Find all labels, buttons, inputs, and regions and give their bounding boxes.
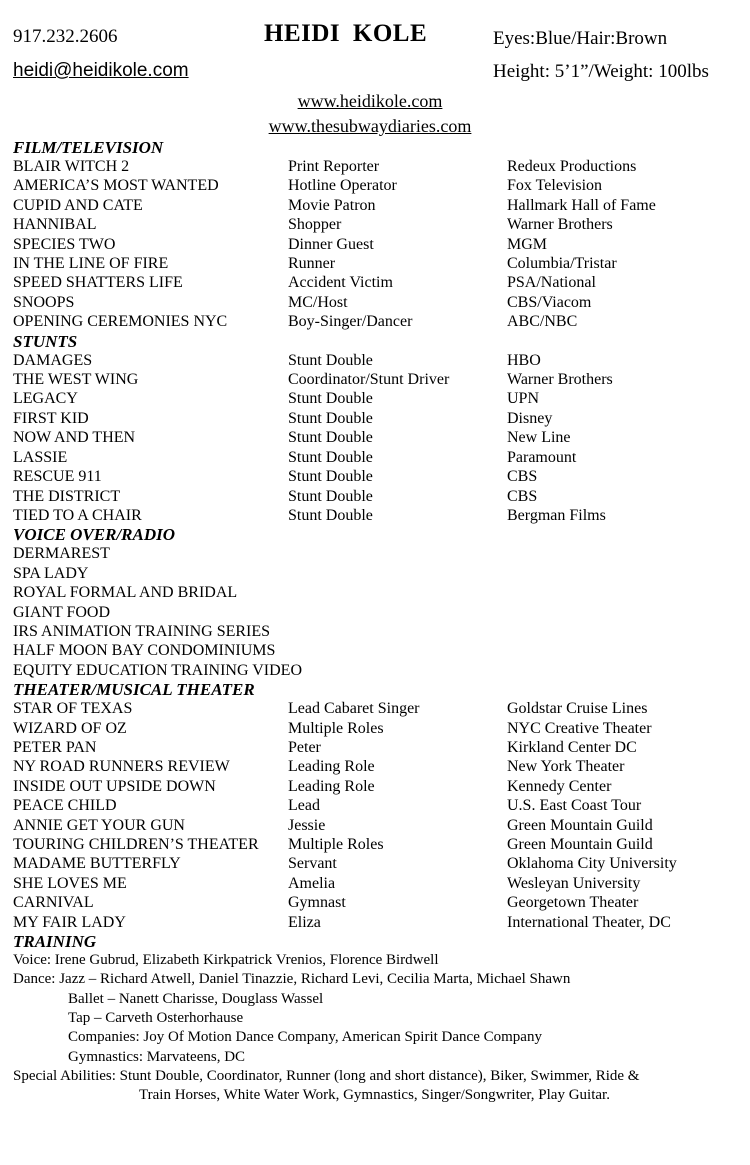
credit-title: NY ROAD RUNNERS REVIEW xyxy=(13,758,230,776)
credit-company: Wesleyan University xyxy=(507,874,641,892)
credit-role: Accident Victim xyxy=(288,274,393,292)
credit-role: Leading Role xyxy=(288,777,375,795)
credit-role: Servant xyxy=(288,855,337,873)
credit-company: HBO xyxy=(507,351,541,369)
credit-role: MC/Host xyxy=(288,293,348,311)
voice-section xyxy=(13,525,743,680)
credit-role: Eliza xyxy=(288,913,321,931)
credit-title: TOURING CHILDREN’S THEATER xyxy=(13,836,259,853)
credit-row xyxy=(13,893,743,912)
credit-company: New York Theater xyxy=(507,758,625,776)
credit-row xyxy=(13,428,743,447)
credit-title: FIRST KID xyxy=(13,409,89,427)
voice-section-title: VOICE OVER/RADIO xyxy=(13,525,176,545)
theater-credits xyxy=(13,699,743,932)
credit-title: HANNIBAL xyxy=(13,216,97,234)
credit-row xyxy=(13,487,743,506)
credit-title: TIED TO A CHAIR xyxy=(13,506,142,524)
credit-title: SHE LOVES ME xyxy=(13,874,127,892)
credit-row xyxy=(13,312,743,331)
voice-credits xyxy=(13,544,743,680)
credit-company: MGM xyxy=(507,235,548,253)
voice-credit: EQUITY EDUCATION TRAINING VIDEO xyxy=(13,661,302,679)
credit-row xyxy=(13,196,743,215)
training-line: Ballet – Nanett Charisse, Douglass Wassel xyxy=(68,990,324,1007)
credit-title: PEACE CHILD xyxy=(13,797,117,815)
credit-company: Green Mountain Guild xyxy=(507,836,653,853)
credit-company: ABC/NBC xyxy=(507,313,578,331)
voice-credit: DERMAREST xyxy=(13,545,110,563)
film-section-title: FILM/TELEVISION xyxy=(13,138,164,157)
credit-role: Lead xyxy=(288,797,320,815)
credit-company: Green Mountain Guild xyxy=(507,816,653,834)
training-section-title: TRAINING xyxy=(13,932,97,952)
credit-title: OPENING CEREMONIES NYC xyxy=(13,313,228,331)
credit-company: Columbia/Tristar xyxy=(507,255,617,273)
credit-role: Multiple Roles xyxy=(288,836,384,853)
credit-role: Multiple Roles xyxy=(288,719,384,737)
credit-role: Amelia xyxy=(288,874,336,892)
height-weight: Height: 5’1”/Weight: 100lbs xyxy=(493,61,709,82)
credit-title: INSIDE OUT UPSIDE DOWN xyxy=(13,777,216,795)
credit-row xyxy=(13,913,743,932)
credit-role: Stunt Double xyxy=(288,351,373,369)
credit-row xyxy=(13,273,743,292)
credit-role: Jessie xyxy=(288,816,326,834)
credit-company: U.S. East Coast Tour xyxy=(507,797,642,815)
credit-title: LEGACY xyxy=(13,390,78,408)
credit-title: STAR OF TEXAS xyxy=(13,700,133,718)
credit-role: Gymnast xyxy=(288,894,346,912)
credit-company: Bergman Films xyxy=(507,506,606,524)
credit-role: Movie Patron xyxy=(288,196,376,214)
credit-row xyxy=(13,738,743,757)
credit-row xyxy=(13,854,743,873)
credit-company: Goldstar Cruise Lines xyxy=(507,700,648,718)
voice-credit: SPA LADY xyxy=(13,564,89,582)
credit-role: Coordinator/Stunt Driver xyxy=(288,371,450,389)
credit-row xyxy=(13,409,743,428)
voice-credit: ROYAL FORMAL AND BRIDAL xyxy=(13,584,238,602)
website-link-heidikole[interactable]: www.heidikole.com xyxy=(297,91,443,111)
credit-row xyxy=(13,777,743,796)
credit-title: DAMAGES xyxy=(13,351,93,369)
credit-row xyxy=(13,370,743,389)
theater-section-title: THEATER/MUSICAL THEATER xyxy=(13,680,255,700)
film-credits xyxy=(13,157,743,332)
credit-row xyxy=(13,874,743,893)
credit-row xyxy=(13,699,743,718)
credit-title: WIZARD OF OZ xyxy=(13,719,127,737)
training-line: Voice: Irene Gubrud, Elizabeth Kirkpatrick Vrenios, Florence Birdwell xyxy=(13,952,439,969)
credit-title: SNOOPS xyxy=(13,293,75,311)
credit-role: Peter xyxy=(288,738,321,756)
credit-row xyxy=(13,157,743,176)
credit-role: Stunt Double xyxy=(288,390,373,408)
credit-company: Oklahoma City University xyxy=(507,855,677,873)
credit-company: CBS xyxy=(507,468,538,486)
eyes-hair: Eyes:Blue/Hair:Brown xyxy=(493,28,668,49)
credit-title: RESCUE 911 xyxy=(13,468,102,486)
credit-title: THE DISTRICT xyxy=(13,487,121,505)
credit-row xyxy=(13,235,743,254)
actor-name: HEIDI KOLE xyxy=(264,20,428,47)
credit-row xyxy=(13,351,743,370)
resume-body xyxy=(13,138,743,1105)
credit-company: NYC Creative Theater xyxy=(507,719,652,737)
credit-row xyxy=(13,215,743,234)
credit-role: Stunt Double xyxy=(288,487,373,505)
credit-role: Stunt Double xyxy=(288,429,373,447)
training-line: Companies: Joy Of Motion Dance Company, American Spirit Dance Company xyxy=(68,1029,542,1046)
stunt-credits xyxy=(13,351,743,526)
credit-row xyxy=(13,448,743,467)
email-link[interactable]: heidi@heidikole.com xyxy=(13,60,189,81)
theater-section xyxy=(13,680,743,932)
credit-role: Dinner Guest xyxy=(288,235,374,253)
credit-company: Warner Brothers xyxy=(507,216,613,234)
credit-company: New Line xyxy=(507,429,571,447)
credit-company: CBS/Viacom xyxy=(507,293,592,311)
credit-company: Kirkland Center DC xyxy=(507,738,637,756)
credit-role: Stunt Double xyxy=(288,506,373,524)
voice-credit: HALF MOON BAY CONDOMINIUMS xyxy=(13,642,276,660)
credit-row xyxy=(13,467,743,486)
credit-company: CBS xyxy=(507,487,538,505)
voice-credit: GIANT FOOD xyxy=(13,603,111,621)
credit-row xyxy=(13,719,743,738)
credit-company: Georgetown Theater xyxy=(507,894,639,912)
film-section xyxy=(13,138,743,332)
credit-company: Hallmark Hall of Fame xyxy=(507,196,656,214)
credit-role: Shopper xyxy=(288,216,342,234)
credit-company: Paramount xyxy=(507,448,577,466)
credit-row xyxy=(13,389,743,408)
credit-row xyxy=(13,506,743,525)
credit-title: IN THE LINE OF FIRE xyxy=(13,255,169,273)
credit-row xyxy=(13,293,743,312)
credit-title: THE WEST WING xyxy=(13,371,139,389)
website-link-subwaydiaries[interactable]: www.thesubwaydiaries.com xyxy=(268,116,472,136)
credit-title: MY FAIR LADY xyxy=(13,913,126,931)
credit-role: Lead Cabaret Singer xyxy=(288,700,420,718)
credit-role: Boy-Singer/Dancer xyxy=(288,313,413,331)
credit-company: Redeux Productions xyxy=(507,158,637,175)
credit-title: CUPID AND CATE xyxy=(13,196,143,214)
training-line: Tap – Carveth Osterhorhause xyxy=(68,1009,244,1026)
training-line: Special Abilities: Stunt Double, Coordinator, Runner (long and short distance), Biker, Swimmer, Ride & xyxy=(13,1067,640,1084)
credit-title: BLAIR WITCH 2 xyxy=(13,158,130,175)
credit-company: Warner Brothers xyxy=(507,371,613,389)
credit-role: Hotline Operator xyxy=(288,177,397,195)
credit-company: Disney xyxy=(507,409,553,427)
training-details xyxy=(13,951,743,1105)
credit-company: Kennedy Center xyxy=(507,777,612,795)
stunts-section-title: STUNTS xyxy=(13,331,78,351)
credit-role: Runner xyxy=(288,255,336,273)
credit-row xyxy=(13,757,743,776)
credit-title: MADAME BUTTERFLY xyxy=(13,855,181,873)
credit-role: Stunt Double xyxy=(288,468,373,486)
credit-title: NOW AND THEN xyxy=(13,429,136,447)
voice-credit: IRS ANIMATION TRAINING SERIES xyxy=(13,622,271,640)
credit-role: Print Reporter xyxy=(288,158,380,175)
credit-title: ANNIE GET YOUR GUN xyxy=(13,816,185,834)
training-section xyxy=(13,932,743,1105)
credit-title: SPECIES TWO xyxy=(13,235,116,253)
credit-row xyxy=(13,796,743,815)
credit-row xyxy=(13,816,743,835)
stunts-section xyxy=(13,332,743,526)
training-line: Train Horses, White Water Work, Gymnastics, Singer/Songwriter, Play Guitar. xyxy=(139,1087,610,1104)
credit-row xyxy=(13,835,743,854)
credit-row xyxy=(13,254,743,273)
credit-title: CARNIVAL xyxy=(13,894,94,912)
credit-company: International Theater, DC xyxy=(507,913,671,931)
training-line: Dance: Jazz – Richard Atwell, Daniel Tinazzie, Richard Levi, Cecilia Marta, Michael Shawn xyxy=(13,971,571,988)
credit-row xyxy=(13,176,743,195)
credit-title: AMERICA’S MOST WANTED xyxy=(13,177,219,195)
credit-role: Stunt Double xyxy=(288,448,373,466)
credit-company: UPN xyxy=(507,390,540,408)
credit-title: LASSIE xyxy=(13,448,68,466)
training-line: Gymnastics: Marvateens, DC xyxy=(68,1048,246,1065)
credit-role: Leading Role xyxy=(288,758,375,776)
credit-title: PETER PAN xyxy=(13,738,97,756)
credit-company: Fox Television xyxy=(507,177,603,195)
credit-role: Stunt Double xyxy=(288,409,373,427)
phone-number: 917.232.2606 xyxy=(13,26,118,47)
credit-title: SPEED SHATTERS LIFE xyxy=(13,274,183,292)
credit-company: PSA/National xyxy=(507,274,596,292)
